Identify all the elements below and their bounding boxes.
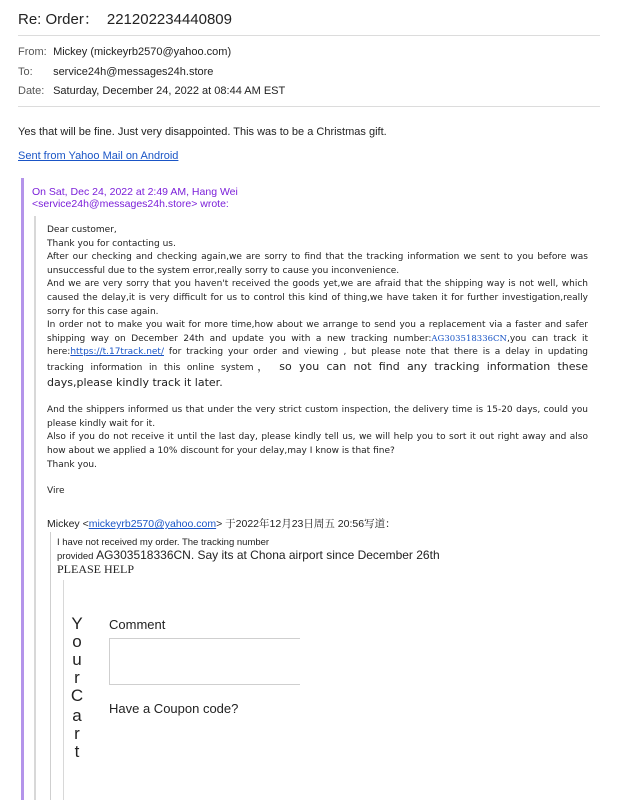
paragraph-3-a: In order not to make you wait for more time,how about we arrange to send you a replacement via a faster and safer shipping way on December 24th and update you with a new tracking number:: [47, 320, 588, 344]
subject-prefix: Re: Order：: [18, 11, 99, 28]
paragraph-3-c: for tracking your order and viewing , but please note that there is a delay in updating tracking information in this online system: [47, 347, 588, 373]
cart-letter: r: [74, 724, 80, 743]
inner-message: [57, 537, 440, 575]
attribution-suffix: > 于2022年12月23日周五 20:56写道：: [216, 518, 396, 530]
cart-letter: u: [72, 650, 82, 669]
sent-from-row: [18, 150, 178, 162]
signature: Vire: [47, 486, 65, 497]
thank-you-line: Thank you.: [47, 459, 97, 470]
quote-bar-inner: [34, 216, 36, 800]
body-line: Yes that will be fine. Just very disappointed. This was to be a Christmas gift.: [18, 126, 387, 138]
from-row: [18, 46, 231, 58]
cart-letter: t: [74, 742, 80, 761]
quote-header: [32, 186, 238, 210]
paragraph-3: [47, 319, 588, 391]
to-value[interactable]: service24h@messages24h.store: [53, 66, 214, 78]
inner-line-1: I have not received my order. The tracking number: [57, 537, 270, 548]
divider: [18, 106, 600, 107]
inner-line-3: PLEASE HELP: [57, 562, 135, 576]
date-label: Date:: [18, 85, 45, 97]
cart-letter: r: [74, 668, 80, 687]
cart-letter: a: [72, 706, 82, 725]
to-row: [18, 66, 213, 78]
order-number: 221202234440809: [106, 11, 232, 28]
date-row: [18, 85, 285, 97]
inner-line-2-b: AG303518336CN. Say its at Chona airport since December 26th: [96, 548, 440, 562]
inner-line-2: [57, 549, 440, 563]
quote-header-line1: On Sat, Dec 24, 2022 at 2:49 AM, Hang Wei: [32, 186, 238, 198]
spacer: [47, 391, 588, 404]
thanks-line: Thank you for contacting us.: [47, 238, 176, 249]
comment-textarea[interactable]: [109, 638, 300, 685]
paragraph-3-big: ， so you can not find any tracking information these days,please kindly track it later.: [47, 359, 588, 389]
divider: [18, 35, 600, 36]
comment-label: Comment: [109, 617, 166, 632]
date-value: Saturday, December 24, 2022 at 08:44 AM EST: [53, 85, 286, 97]
greeting: Dear customer,: [47, 225, 117, 235]
tracking-number: AG303518336CN: [431, 333, 507, 344]
quoted-attribution: [47, 516, 396, 531]
from-label: From:: [18, 46, 47, 58]
cart-letter: C: [70, 686, 84, 705]
sent-from-link[interactable]: Sent from Yahoo Mail on Android: [18, 150, 179, 162]
quote-bar: [21, 178, 24, 800]
paragraph-2: And we are very sorry that you haven't received the goods yet,we are afraid that the shipping way is not well, which caused the delay,it is very difficult for us to control this kind of thing,we have taken it for further investigation,really sorry for this case again.: [47, 279, 588, 317]
paragraph-5: Also if you do not receive it until the last day, please kindly tell us, we will help you to sort it out right away and also how about we applied a 10% discount for your delay,may I know is that fine?: [47, 432, 588, 456]
quote-header-line2: <service24h@messages24h.store> wrote:: [32, 198, 229, 210]
spacer: [47, 472, 588, 485]
track-link[interactable]: https://t.17track.net/: [70, 347, 164, 358]
quote-bar-cart: [63, 580, 64, 800]
cart-letter: o: [72, 632, 82, 651]
from-value[interactable]: Mickey (mickeyrb2570@yahoo.com): [53, 46, 232, 58]
coupon-label[interactable]: Have a Coupon code?: [109, 701, 239, 716]
inner-line-2-a: provided: [57, 551, 97, 562]
quote-bar-innermost: [50, 532, 51, 800]
paragraph-3-b: ,you can track it here:: [47, 333, 588, 358]
attribution-prefix: Mickey <: [47, 518, 89, 530]
cart-letter: Y: [71, 614, 83, 633]
to-label: To:: [18, 66, 33, 78]
email-subject: [18, 8, 232, 29]
paragraph-4: And the shippers informed us that under the very strict custom inspection, the delivery time is 15-20 days, could you please kindly wait for it.: [47, 405, 588, 429]
paragraph-1: After our checking and checking again,we are sorry to find that the tracking information we sent to you before was unsuccessful due to the system error,really sorry to cause you inconvenience.: [47, 252, 588, 276]
reply-body: [47, 224, 588, 499]
mickey-email-link[interactable]: mickeyrb2570@yahoo.com: [88, 518, 217, 530]
